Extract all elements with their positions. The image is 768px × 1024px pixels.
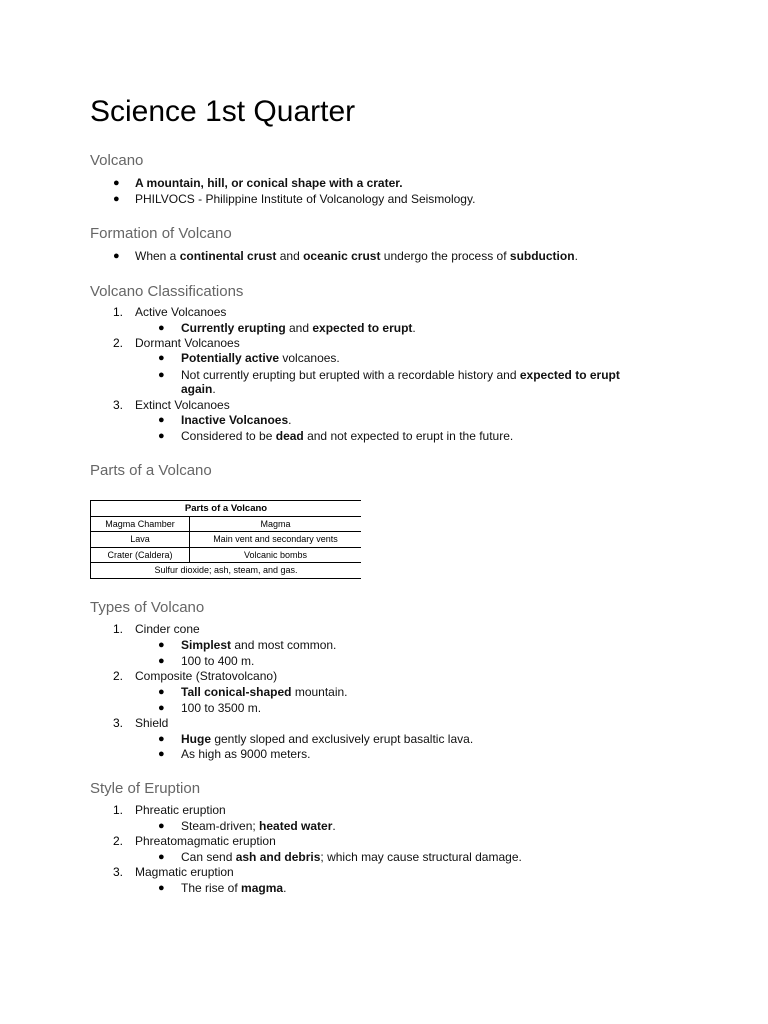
bullet: ● [113,193,120,205]
table-cell: Magma [189,516,361,532]
bullet: ● [113,177,120,189]
list-item: Considered to be dead and not expected to erupt in the future. [181,429,514,443]
bullet: ● [158,686,165,698]
list-item-continuation: again. [181,382,216,396]
list-item: Phreatomagmatic eruption [135,834,276,848]
list-item: Active Volcanoes [135,305,227,319]
bullet: ● [158,352,165,364]
list-item: Can send ash and debris; which may cause structural damage. [181,850,522,864]
list-item: PHILVOCS - Philippine Institute of Volcanology and Seismology. [135,192,476,206]
bullet: ● [158,655,165,667]
table-title: Parts of a Volcano [91,501,362,517]
list-item: Dormant Volcanoes [135,336,240,350]
list-number: 1. [113,803,124,817]
list-number: 3. [113,716,124,730]
list-item: Shield [135,716,169,730]
bullet: ● [158,430,165,442]
page-title: Science 1st Quarter [90,95,356,128]
bullet: ● [158,639,165,651]
list-item: As high as 9000 meters. [181,747,311,761]
list-item: Not currently erupting but erupted with a recordable history and expected to erupt [181,368,620,382]
bullet: ● [158,414,165,426]
list-number: 3. [113,398,124,412]
bullet: ● [113,250,120,262]
heading-formation: Formation of Volcano [90,225,232,242]
list-item: Composite (Stratovolcano) [135,669,278,683]
list-item: Cinder cone [135,622,200,636]
table-cell: Magma Chamber [91,516,190,532]
list-number: 2. [113,669,124,683]
bullet: ● [158,851,165,863]
bullet: ● [158,322,165,334]
heading-parts: Parts of a Volcano [90,462,212,479]
table-row [91,516,362,532]
heading-classifications: Volcano Classifications [90,283,244,300]
list-item: Magmatic eruption [135,865,234,879]
list-item: Extinct Volcanoes [135,398,230,412]
list-item: A mountain, hill, or conical shape with a crater. [135,176,403,190]
bullet: ● [158,702,165,714]
heading-types: Types of Volcano [90,599,205,616]
list-item: Currently erupting and expected to erupt. [181,321,416,335]
table-cell: Lava [91,532,190,548]
table-edge-clip [361,498,367,582]
table-cell: Crater (Caldera) [91,547,190,563]
bullet: ● [158,748,165,760]
list-number: 3. [113,865,124,879]
list-number: 1. [113,305,124,319]
list-item: Tall conical-shaped mountain. [181,685,348,699]
table-row [91,532,362,548]
list-item: Huge gently sloped and exclusively erupt basaltic lava. [181,732,474,746]
list-item: Simplest and most common. [181,638,337,652]
bullet: ● [158,882,165,894]
list-item: Potentially active volcanoes. [181,351,340,365]
table-footer-cell: Sulfur dioxide; ash, steam, and gas. [91,563,362,579]
heading-volcano: Volcano [90,152,144,169]
table-row [91,547,362,563]
list-number: 2. [113,834,124,848]
parts-table [90,500,362,579]
table-cell: Volcanic bombs [189,547,361,563]
bullet: ● [158,733,165,745]
bullet: ● [158,369,165,381]
list-item: Inactive Volcanoes. [181,413,292,427]
list-item: Phreatic eruption [135,803,226,817]
list-item: 100 to 3500 m. [181,701,262,715]
list-item: Steam-driven; heated water. [181,819,336,833]
bullet: ● [158,820,165,832]
table-row [91,563,362,579]
list-number: 1. [113,622,124,636]
list-number: 2. [113,336,124,350]
table-cell: Main vent and secondary vents [189,532,361,548]
list-item: 100 to 400 m. [181,654,255,668]
list-item: The rise of magma. [181,881,287,895]
heading-eruption: Style of Eruption [90,780,201,797]
list-item: When a continental crust and oceanic crust undergo the process of subduction. [135,249,578,263]
